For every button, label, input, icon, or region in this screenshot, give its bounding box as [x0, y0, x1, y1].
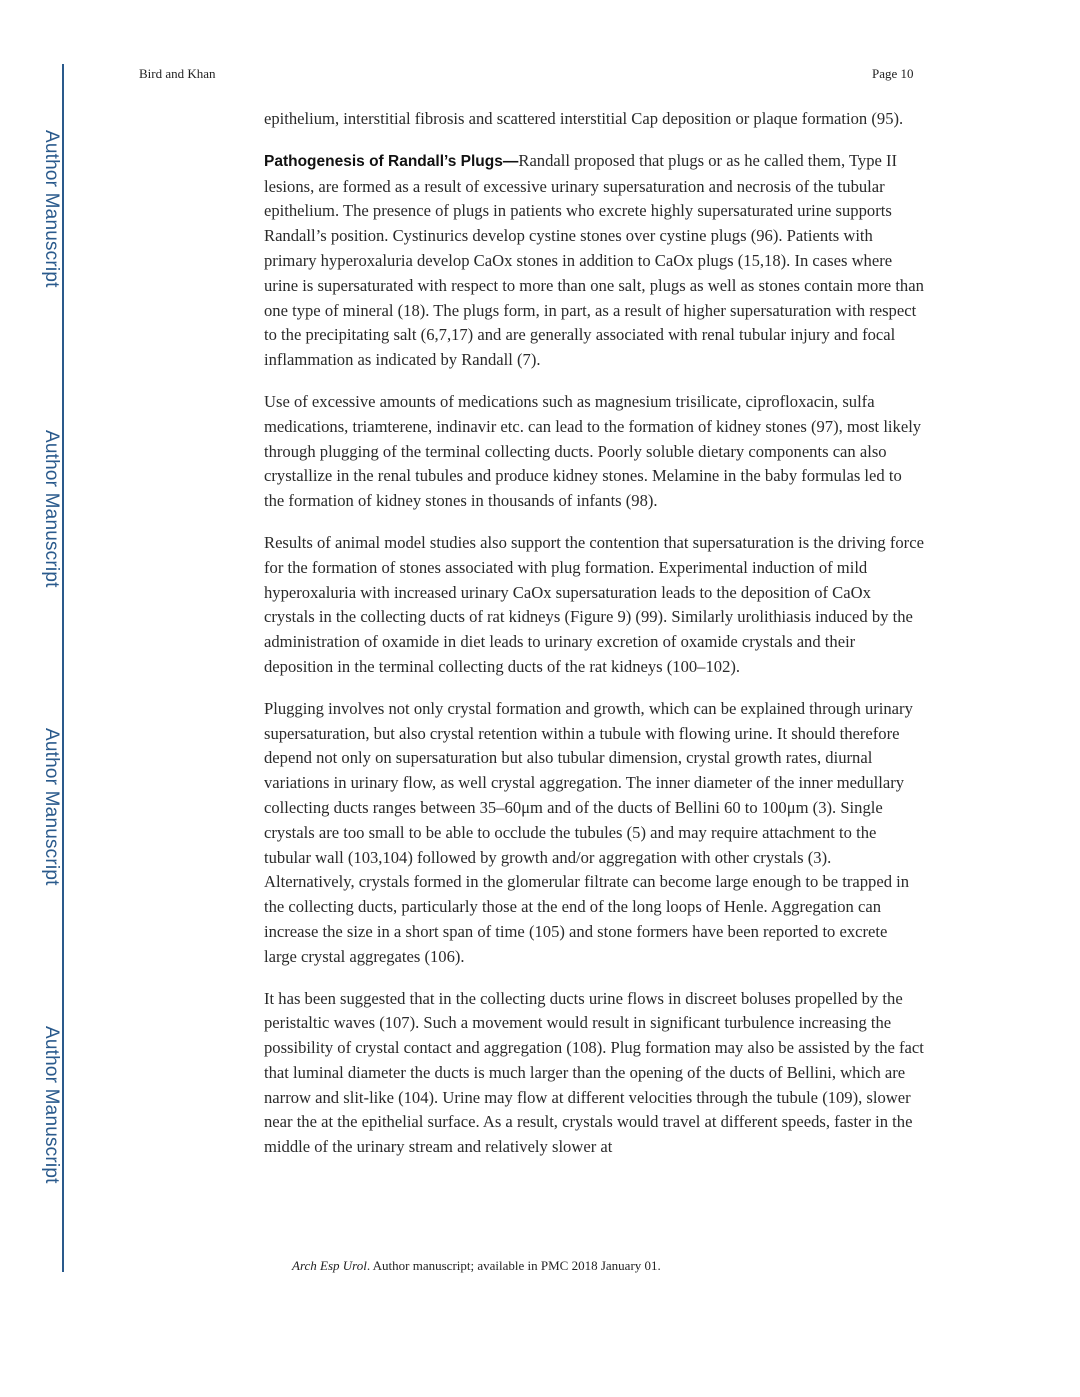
- section-text: Randall proposed that plugs or as he called them, Type II lesions, are formed as a result of excessive urinary supersaturation and necrosis of the tubular epithelium. The presence of plugs in patients who excrete highly supersaturated urine supports Randall’s position. Cystinurics develop cystine stones over cystine plugs (96). Patients with primary hyperoxaluria develop CaOx stones in addition to CaOx plugs (15,18). In cases where urine is supersaturated with respect to more than one salt, plugs as well as stones contain more than one type of mineral (18). The plugs form, in part, as a result of higher supersaturation with respect to the precipitating salt (6,7,17) and are generally associated with renal tubular injury and focal inflammation as indicated by Randall (7).: [264, 150, 924, 370]
- footer-journal: Arch Esp Urol: [292, 1258, 367, 1273]
- running-head-authors: Bird and Khan: [139, 66, 216, 81]
- running-head-page-number: Page 10: [872, 66, 914, 81]
- footer-note: . Author manuscript; available in PMC 2018 January 01.: [366, 1258, 661, 1273]
- article-body: [264, 107, 924, 1177]
- body-paragraph: Plugging involves not only crystal formation and growth, which can be explained through urinary supersaturation, but also crystal retention within a tubule with flowing urine. It should therefore depend not only on supersaturation but also tubular dimension, crystal growth rates, diurnal variations in urinary flow, as well crystal aggregation. The inner diameter of the inner medullary collecting ducts ranges between 35–60μm and of the ducts of Bellini 60 to 100μm (3). Single crystals are too small to be able to occlude the tubules (5) and may require attachment to the tubular wall (103,104) followed by growth and/or aggregation with other crystals (3). Alternatively, crystals formed in the glomerular filtrate can become large enough to be trapped in the collecting ducts, particularly those at the end of the long loops of Henle. Aggregation can increase the size in a short span of time (105) and stone formers have been reported to excrete large crystal aggregates (106).: [264, 698, 913, 966]
- section-heading: Pathogenesis of Randall’s Plugs—: [264, 152, 519, 170]
- footer-citation: [292, 1258, 661, 1274]
- sidebar-author-manuscript-label: Author Manuscript: [41, 1026, 62, 1184]
- body-paragraph: Results of animal model studies also support the contention that supersaturation is the driving force for the formation of stones associated with plug formation. Experimental induction of mild hyperoxaluria with increased urinary CaOx supersaturation leads to the deposition of CaOx crystals in the collecting ducts of rat kidneys (Figure 9) (99). Similarly urolithiasis induced by the administration of oxamide in diet leads to urinary excretion of oxamide crystals and their deposition in the terminal collecting ducts of the rat kidneys (100–102).: [264, 532, 924, 676]
- body-paragraph: It has been suggested that in the collecting ducts urine flows in discreet boluses propelled by the peristaltic waves (107). Such a movement would result in significant turbulence increasing the possibility of crystal contact and aggregation (108). Plug formation may also be assisted by the fact that luminal diameter the ducts is much larger than the opening of the ducts of Bellini, which are narrow and slit-like (104). Urine may flow at different velocities through the tubule (109), slower near the at the epithelial surface. As a result, crystals would travel at different speeds, faster in the middle of the urinary stream and relatively slower at: [264, 988, 924, 1157]
- sidebar-author-manuscript-label: Author Manuscript: [41, 430, 62, 588]
- sidebar-author-manuscript-label: Author Manuscript: [41, 130, 62, 288]
- body-paragraph: Use of excessive amounts of medications such as magnesium trisilicate, ciprofloxacin, sulfa medications, triamterene, indinavir etc. can lead to the formation of kidney stones (97), most likely through plugging of the terminal collecting ducts. Poorly soluble dietary components can also crystallize in the renal tubules and produce kidney stones. Melamine in the baby formulas led to the formation of kidney stones in thousands of infants (98).: [264, 391, 922, 511]
- section-paragraph: [264, 149, 924, 373]
- sidebar-author-manuscript-label: Author Manuscript: [41, 728, 62, 886]
- sidebar-rule: [62, 64, 64, 1272]
- continuation-paragraph: epithelium, interstitial fibrosis and scattered interstitial Cap deposition or plaque formation (95).: [264, 109, 904, 128]
